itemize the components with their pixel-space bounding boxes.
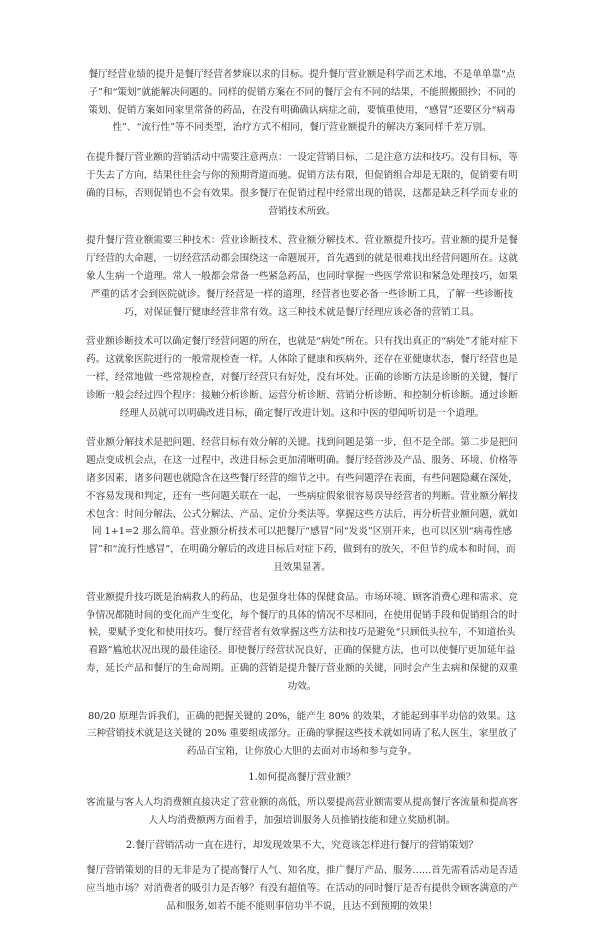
paragraph-intro: 餐厅经营业绩的提升是餐厅经营者梦寐以求的目标。提升餐厅营业额是科学而艺术地，不是单单靠“点子”和“策划”就能解决问题的。同样的促销方案在不同的餐厅会有不同的结果，不能照搬照抄；不同的策划、促销方案如同家里常备的药品，在没有明确确认病症之前，要慎重使用，“感冒”还要区分“病毒性”、“流行性”等不同类型，治疗方式不相同，餐厅营业额提升的解决方案同样千差万别。 <box>88 69 516 134</box>
answer-2: 餐厅营销策划的目的无非是为了提高餐厅人气、知名度，推广餐厅产品、服务……首先需看活动是否适应当地市场？对消费者的吸引力是否够？有没有超值等。在活动的同时餐厅是否有提供令顾客满意的产品和服务,如若不能不能则事倍功半不说，且达不到预期的效果！ <box>86 865 518 913</box>
paragraph-diagnosis: 营业额诊断技术可以确定餐厅经营问题的所在，也就是“病处”所在。只有找出真正的“病处”才能对症下药。这就象医院进行的一般常规检查一样。人体除了健康和疾病外，还存在亚健康状态，餐厅经营也是一样，经常地做一些常规检查，对餐厅经营只有好处，没有坏处。正确的诊断方法是诊断的关键，餐厅诊断一般会经过四个程序：接触分析诊断、运营分析诊断、营销分析诊断、和控制分析诊断。通过诊断经理人员就可以明确改进目标，确定餐厅改进计划。这和中医的望闻听切是一个道理。 <box>85 336 519 419</box>
answer-1: 客流量与客人人均消费额直接决定了营业额的高低，所以要提高营业额需要从提高餐厅客流量和提高客人人均消费额两方面着手，加强培训服务人员推销技能和建立奖励机制。 <box>86 796 518 826</box>
question-2: 2.餐厅营销活动一直在进行，却发现效果不大，究竟该怎样进行餐厅的营销策划？ <box>125 840 479 852</box>
paragraph-three-techniques: 提升餐厅营业额需要三种技术：营业诊断技术、营业额分解技术、营业额提升技巧。营业额的提升是餐厅经营的大命题，一切经营活动都会围绕这一命题展开，首先遇到的就是很难找出经营问题所在。这就象人生病一个道理。常人一般都会常备一些紧急药品，也同时掌握一些医学常识和紧急处理技巧，如果严重的话才会到医院就诊。餐厅经营是一样的道理，经营者也要必备一些诊断工具，了解一些诊断技巧，对保证餐厅健康经营非常有效。这三种技术就是餐厅经理应该必备的营销工具。 <box>86 235 518 318</box>
paragraph-80-20: 80/20 原理告诉我们，正确的把握关键的 20%，能产生 80% 的效果，才能起到事半功倍的效果。这三种营销技术就是这关键的 20% 重要组成部分。正确的掌握这些技术就如同请了私人医生，家里放了药品百宝箱，让你放心大胆的去面对市场和参与竞争。 <box>86 710 518 758</box>
paragraph-improvement: 营业额提升技巧既是治病救人的药品，也是强身壮体的保健食品。市场环境、顾客消费心理和需求、竞争情况都随时间的变化而产生变化，每个餐厅的具体的情况不尽相同，在使用促销手段和促销组合的时候，要赋予变化和使用技巧。餐厅经营者有效掌握这些方法和技巧是避免“只顾低头拉车，不知道抬头看路”尴尬状况出现的最佳途径。即使餐厅经营状况良好，正确的保健方法，也可以使餐厅更加延年益寿，延长产品和餐厅的生命周期。正确的营销是提升餐厅营业额的关键，同时会产生去病和保健的双重功效。 <box>86 591 518 692</box>
question-1: 1.如何提高餐厅营业额？ <box>248 771 356 783</box>
document-body <box>85 66 519 928</box>
paragraph-decomposition: 营业额分解技术是把问题、经营目标有效分解的关键。找到问题是第一步，但不是全部。第二步是把问题点变成机会点，在这一过程中，改进目标会更加清晰明确。餐厅经营涉及产品、服务、环境、价格等诸多因素，诸多问题也就隐含在这些餐厅经营的细节之中。有些问题浮在表面，有些问题隐藏在深处，不容易发现和判定，还有一些问题关联在一起，一些病症假象很容易误导经营者的判断。营业额分解技术包含：时间分解法、公式分解法、产品、定价分类法等。掌握这些方法后，再分析营业额问题，就如同 1+1=2 那么简单。营业额分析技术可以把餐厅“感冒”同“发炎”区别开来，也可以区别“病毒性感冒”和“流行性感冒”，在明确分解后的改进目标后对症下药，做到有的放矢，不但节约成本和时间，而且效果显著。 <box>86 437 518 573</box>
paragraph-goals: 在提升餐厅营业额的营销活动中需要注意两点：一设定营销目标，二是注意方法和技巧。没有目标，等于失去了方向，结果往往会与你的预期背道而驰。促销方法有限，但促销组合却是无限的，促销要有明确的目标，否则促销也不会有效果。很多餐厅在促销过程中经常出现的错误，这都是缺乏科学而专业的营销技术所致。 <box>86 152 518 217</box>
